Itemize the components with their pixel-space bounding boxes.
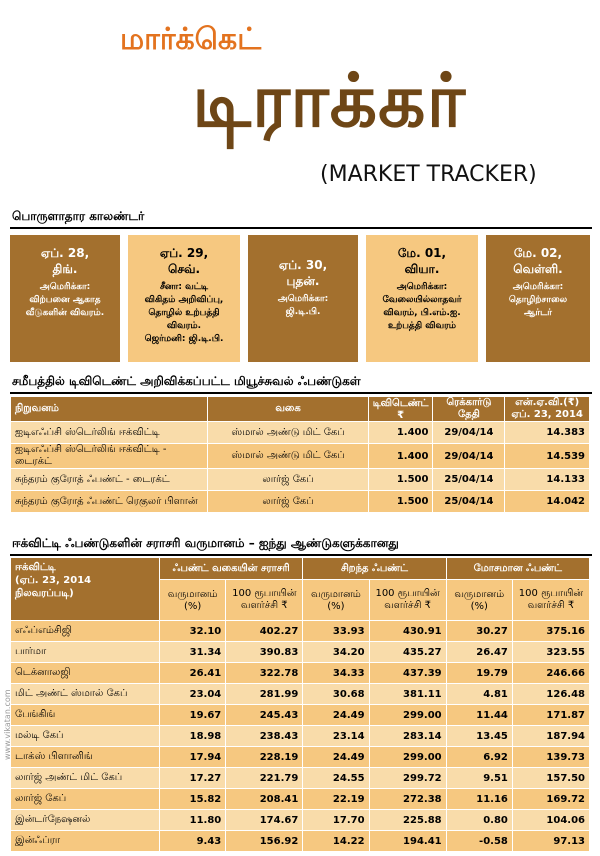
fund-type: ஸ்மால் அண்டு மிட் கேப்	[208, 444, 368, 469]
economic-calendar	[10, 235, 590, 365]
return-percent: 26.41	[160, 663, 226, 684]
calendar-item	[366, 235, 478, 362]
group-header: சிறந்த ஃபண்ட்	[303, 558, 446, 580]
table-row	[11, 621, 590, 642]
return-percent: 26.47	[446, 642, 512, 663]
dividend-heading: சமீபத்தில் டிவிடெண்ட் அறிவிக்கப்பட்ட மியூச்சுவல் ஃபண்டுகள்	[10, 370, 592, 394]
calendar-item	[248, 235, 358, 362]
record-date: 29/04/14	[433, 444, 505, 469]
title-english: (MARKET TRACKER)	[320, 162, 537, 187]
corner-line: (ஏப். 23, 2014	[15, 575, 92, 586]
calendar-day: செவ்.	[167, 262, 201, 276]
calendar-desc: தொழில் உற்பத்தி விவரம்.	[148, 308, 220, 331]
return-percent: 30.27	[446, 621, 512, 642]
growth-value: 299.00	[369, 747, 446, 768]
fund-category: டெக்னாலஜி	[11, 663, 160, 684]
table-row	[11, 831, 590, 852]
return-percent: 34.20	[303, 642, 369, 663]
column-header: டிவிடெண்ட் ₹	[368, 397, 433, 422]
growth-value: 323.55	[512, 642, 589, 663]
return-percent: 6.92	[446, 747, 512, 768]
return-percent: -0.58	[446, 831, 512, 852]
nav-value: 14.539	[505, 444, 590, 469]
dividend-value: 1.400	[368, 422, 433, 444]
return-percent: 19.67	[160, 705, 226, 726]
return-percent: 22.19	[303, 789, 369, 810]
nav-value: 14.383	[505, 422, 590, 444]
return-percent: 11.44	[446, 705, 512, 726]
growth-value: 375.16	[512, 621, 589, 642]
growth-value: 390.83	[226, 642, 303, 663]
calendar-item	[10, 235, 120, 362]
fund-category: லார்ஜ் அண்ட் மிட் கேப்	[11, 768, 160, 789]
return-percent: 17.70	[303, 810, 369, 831]
sub-header: 100 ரூபாயின் வளர்ச்சி ₹	[226, 580, 303, 621]
growth-value: 126.48	[512, 684, 589, 705]
fund-category: இன்ஃப்ரா	[11, 831, 160, 852]
fund-type: லார்ஜ் கேப்	[208, 469, 368, 491]
calendar-desc: அமெரிக்கா:	[396, 282, 448, 292]
calendar-date: ஏப். 30,	[278, 258, 328, 272]
fund-name: சுந்தரம் குரோத் ஃபண்ட் - டைரக்ட்	[11, 469, 208, 491]
return-percent: 23.04	[160, 684, 226, 705]
growth-value: 246.66	[512, 663, 589, 684]
fund-category: பார்மா	[11, 642, 160, 663]
calendar-desc: உற்பத்தி விவரம்	[387, 321, 457, 331]
returns-table	[10, 557, 590, 852]
growth-value: 194.41	[369, 831, 446, 852]
return-percent: 24.55	[303, 768, 369, 789]
return-percent: 18.98	[160, 726, 226, 747]
growth-value: 281.99	[226, 684, 303, 705]
growth-value: 156.92	[226, 831, 303, 852]
growth-value: 174.67	[226, 810, 303, 831]
table-row	[11, 726, 590, 747]
fund-type: ஸ்மால் அண்டு மிட் கேப்	[208, 422, 368, 444]
return-percent: 9.43	[160, 831, 226, 852]
calendar-desc: அமெரிக்கா:	[39, 282, 91, 292]
return-percent: 15.82	[160, 789, 226, 810]
growth-value: 187.94	[512, 726, 589, 747]
table-row	[11, 422, 590, 444]
return-percent: 11.80	[160, 810, 226, 831]
return-percent: 33.93	[303, 621, 369, 642]
calendar-day: வியா.	[404, 262, 440, 276]
growth-value: 245.43	[226, 705, 303, 726]
sub-header: வருமானம் (%)	[446, 580, 512, 621]
return-percent: 31.34	[160, 642, 226, 663]
fund-name: ஐடிஎஃப்சி ஸ்டெர்லிங் ஈக்விட்டி	[11, 422, 208, 444]
title-main: டிராக்கர்	[192, 58, 467, 144]
calendar-desc: விவரம், பி.எம்.ஐ.	[383, 308, 461, 318]
calendar-heading: பொருளாதார காலண்டர்	[10, 205, 592, 229]
calendar-desc: அமெரிக்கா:	[512, 282, 564, 292]
growth-value: 104.06	[512, 810, 589, 831]
growth-value: 171.87	[512, 705, 589, 726]
table-row	[11, 705, 590, 726]
calendar-desc: விகிதம் அறிவிப்பு,	[144, 295, 224, 305]
table-row	[11, 663, 590, 684]
return-percent: 24.49	[303, 705, 369, 726]
fund-category: பேங்கிங்	[11, 705, 160, 726]
calendar-item	[486, 235, 590, 362]
calendar-desc: வேலையில்லாதவர்	[382, 295, 462, 305]
fund-category: இன்டர்நேஷனல்	[11, 810, 160, 831]
watermark: www.vikatan.com	[3, 689, 12, 760]
sub-header: 100 ரூபாயின் வளர்ச்சி ₹	[369, 580, 446, 621]
table-row	[11, 789, 590, 810]
fund-name: ஐடிஎஃப்சி ஸ்டெர்லிங் ஈக்விட்டி - டைரக்ட்	[11, 444, 208, 469]
fund-category: டாக்ஸ் பிளானிங்	[11, 747, 160, 768]
column-header: என்.ஏ.வி.(₹) ஏப். 23, 2014	[505, 397, 590, 422]
table-row	[11, 747, 590, 768]
return-percent: 23.14	[303, 726, 369, 747]
growth-value: 272.38	[369, 789, 446, 810]
fund-category: மிட் அண்ட் ஸ்மால் கேப்	[11, 684, 160, 705]
return-percent: 34.33	[303, 663, 369, 684]
return-percent: 9.51	[446, 768, 512, 789]
growth-value: 381.11	[369, 684, 446, 705]
return-percent: 17.27	[160, 768, 226, 789]
growth-value: 299.00	[369, 705, 446, 726]
growth-value: 283.14	[369, 726, 446, 747]
calendar-desc: சீனா: வட்டி	[159, 282, 209, 292]
record-date: 25/04/14	[433, 469, 505, 491]
calendar-day: புதன்.	[286, 274, 320, 288]
growth-value: 157.50	[512, 768, 589, 789]
return-percent: 0.80	[446, 810, 512, 831]
column-header: ரெக்கார்டு தேதி	[433, 397, 505, 422]
calendar-date: மே. 02,	[513, 246, 563, 260]
fund-category: மல்டி கேப்	[11, 726, 160, 747]
returns-heading: ஈக்விட்டி ஃபண்டுகளின் சராசரி வருமானம் – ஐந்து ஆண்டுகளுக்கானது	[10, 532, 592, 556]
return-percent: 11.16	[446, 789, 512, 810]
table-row	[11, 491, 590, 513]
growth-value: 221.79	[226, 768, 303, 789]
growth-value: 402.27	[226, 621, 303, 642]
growth-value: 208.41	[226, 789, 303, 810]
growth-value: 322.78	[226, 663, 303, 684]
sub-header: வருமானம் (%)	[160, 580, 226, 621]
growth-value: 238.43	[226, 726, 303, 747]
calendar-desc: ஆர்டர்	[524, 308, 552, 318]
calendar-date: ஏப். 29,	[159, 246, 209, 260]
corner-line: நிலவரப்படி)	[15, 588, 74, 599]
dividend-value: 1.500	[368, 469, 433, 491]
growth-value: 299.72	[369, 768, 446, 789]
fund-category: எஃப்எம்சிஜி	[11, 621, 160, 642]
dividend-value: 1.400	[368, 444, 433, 469]
calendar-day: வெள்ளி.	[513, 262, 563, 276]
return-percent: 14.22	[303, 831, 369, 852]
growth-value: 437.39	[369, 663, 446, 684]
calendar-desc: ஜெர்மனி: ஜி.டி.பி.	[144, 334, 224, 344]
record-date: 25/04/14	[433, 491, 505, 513]
calendar-desc: ஜி.டி.பி.	[285, 307, 321, 317]
growth-value: 228.19	[226, 747, 303, 768]
table-row	[11, 768, 590, 789]
calendar-date: மே. 01,	[397, 246, 447, 260]
dividend-table	[10, 396, 590, 513]
return-percent: 19.79	[446, 663, 512, 684]
nav-value: 14.042	[505, 491, 590, 513]
table-row	[11, 642, 590, 663]
table-row	[11, 810, 590, 831]
growth-value: 139.73	[512, 747, 589, 768]
column-header: வகை	[208, 397, 368, 422]
calendar-item	[128, 235, 240, 362]
return-percent: 32.10	[160, 621, 226, 642]
table-row	[11, 684, 590, 705]
sub-header: 100 ரூபாயின் வளர்ச்சி ₹	[512, 580, 589, 621]
sub-header: வருமானம் (%)	[303, 580, 369, 621]
dividend-value: 1.500	[368, 491, 433, 513]
return-percent: 30.68	[303, 684, 369, 705]
column-header: நிறுவனம்	[11, 397, 208, 422]
calendar-day: திங்.	[52, 262, 78, 276]
calendar-desc: விற்பனை ஆகாத	[29, 295, 101, 305]
growth-value: 169.72	[512, 789, 589, 810]
growth-value: 225.88	[369, 810, 446, 831]
corner-line: ஈக்விட்டி	[15, 562, 56, 573]
table-row	[11, 444, 590, 469]
growth-value: 97.13	[512, 831, 589, 852]
growth-value: 430.91	[369, 621, 446, 642]
return-percent: 13.45	[446, 726, 512, 747]
fund-name: சுந்தரம் குரோத் ஃபண்ட் ரெகுலர் பிளான்	[11, 491, 208, 513]
calendar-desc: அமெரிக்கா:	[277, 294, 329, 304]
calendar-desc: வீடுகளின் விவரம்.	[25, 308, 105, 318]
table-row	[11, 469, 590, 491]
calendar-date: ஏப். 28,	[40, 246, 90, 260]
growth-value: 435.27	[369, 642, 446, 663]
title-small: மார்க்கெட்	[120, 22, 262, 57]
return-percent: 24.49	[303, 747, 369, 768]
calendar-desc: தொழிற்சாலை	[508, 295, 568, 305]
fund-type: லார்ஜ் கேப்	[208, 491, 368, 513]
return-percent: 17.94	[160, 747, 226, 768]
group-header: மோசமான ஃபண்ட்	[446, 558, 589, 580]
corner-header	[11, 558, 160, 621]
fund-category: லார்ஜ் கேப்	[11, 789, 160, 810]
record-date: 29/04/14	[433, 422, 505, 444]
nav-value: 14.133	[505, 469, 590, 491]
group-header: ஃபண்ட் வகையின் சராசரி	[160, 558, 303, 580]
return-percent: 4.81	[446, 684, 512, 705]
